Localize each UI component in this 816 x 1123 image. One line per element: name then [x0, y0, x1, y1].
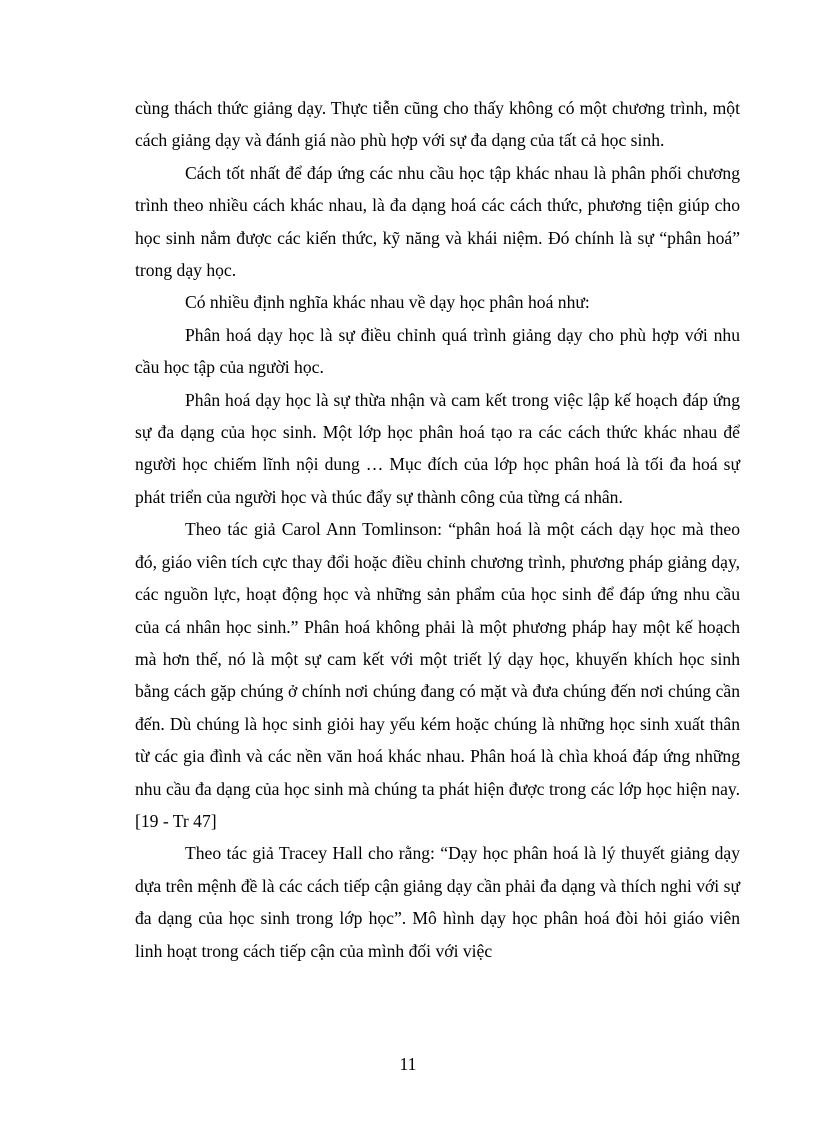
- paragraph: Theo tác giả Tracey Hall cho rằng: “Dạy học phân hoá là lý thuyết giảng dạy dựa trên mệnh đề là các cách tiếp cận giảng dạy cần phải đa dạng và thích nghi với sự đa dạng của học sinh trong lớp học”. Mô hình dạy học phân hoá đòi hỏi giáo viên linh hoạt trong cách tiếp cận của mình đối với việc: [135, 843, 740, 961]
- paragraph: Phân hoá dạy học là sự thừa nhận và cam kết trong việc lập kế hoạch đáp ứng sự đa dạng của học sinh. Một lớp học phân hoá tạo ra các cách thức khác nhau để người học chiếm lĩnh nội dung … Mục đích của lớp học phân hoá là tối đa hoá sự phát triển của người học và thúc đẩy sự thành công của từng cá nhân.: [135, 389, 740, 507]
- page-number: 11: [399, 1054, 417, 1074]
- paragraph-continuation: cùng thách thức giảng dạy. Thực tiễn cũng cho thấy không có một chương trình, một cách giảng dạy và đánh giá nào phù hợp với sự đa dạng của tất cả học sinh.: [135, 98, 740, 151]
- paragraph: Có nhiều định nghĩa khác nhau về dạy học phân hoá như:: [185, 292, 590, 313]
- paragraph: Theo tác giả Carol Ann Tomlinson: “phân hoá là một cách dạy học mà theo đó, giáo viên tích cực thay đổi hoặc điều chỉnh chương trình, phương pháp giảng dạy, các nguồn lực, hoạt động học và những sản phẩm của học sinh để đáp ứng nhu cầu của cá nhân học sinh.” Phân hoá không phải là một phương pháp hay một kế hoạch mà hơn thế, nó là một sự cam kết với một triết lý dạy học, khuyến khích học sinh bằng cách gặp chúng ở chính nơi chúng đang có mặt và đưa chúng đến nơi chúng cần đến. Dù chúng là học sinh giỏi hay yếu kém hoặc chúng là những học sinh xuất thân từ các gia đình và các nền văn hoá khác nhau. Phân hoá là chìa khoá đáp ứng những nhu cầu đa dạng của học sinh mà chúng ta phát hiện được trong các lớp học hiện nay.[19 - Tr 47]: [135, 519, 740, 831]
- body-text: [135, 92, 740, 967]
- paragraph: Phân hoá dạy học là sự điều chỉnh quá trình giảng dạy cho phù hợp với nhu cầu học tập của người học.: [135, 324, 740, 378]
- paragraph: Cách tốt nhất để đáp ứng các nhu cầu học tập khác nhau là phân phối chương trình theo nhiều cách khác nhau, là đa dạng hoá các cách thức, phương tiện giúp cho học sinh nắm được các kiến thức, kỹ năng và khái niệm. Đó chính là sự “phân hoá” trong dạy học.: [135, 162, 740, 281]
